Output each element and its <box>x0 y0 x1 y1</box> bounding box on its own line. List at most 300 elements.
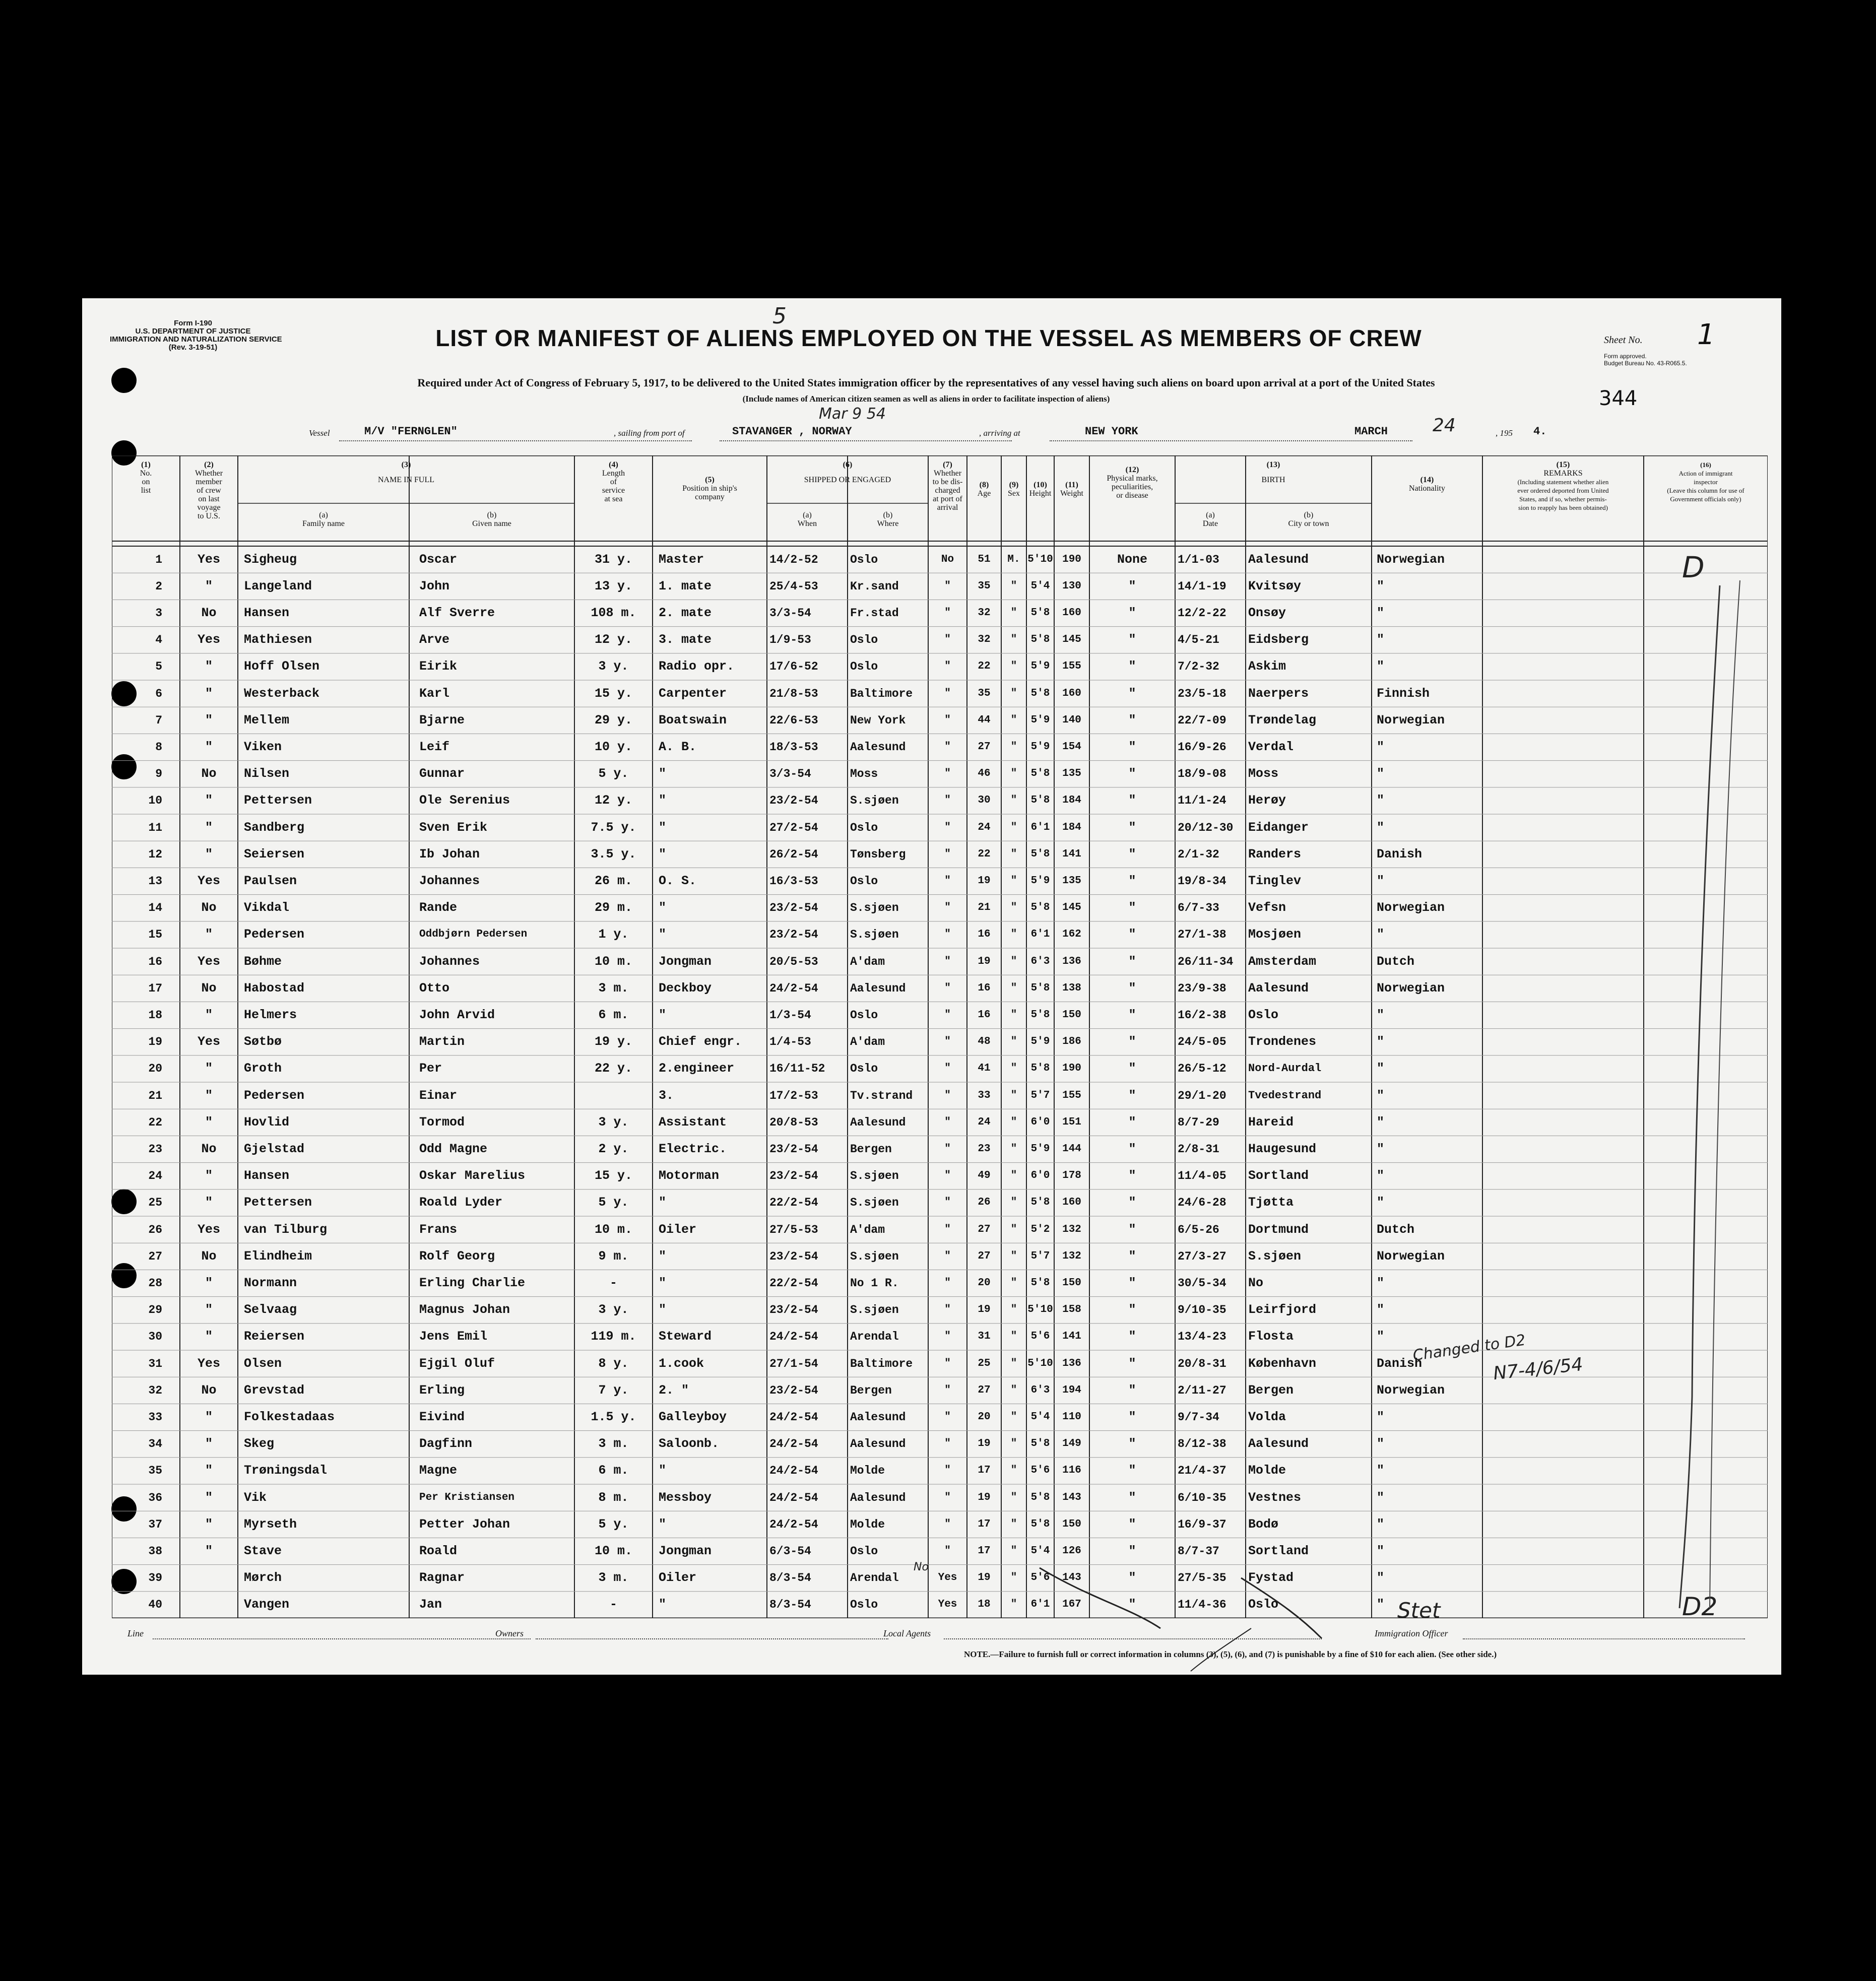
crew-member-flag: Yes <box>197 874 220 888</box>
nationality: Finnish <box>1377 686 1430 701</box>
shipped-where: S.sjøen <box>850 794 899 808</box>
given-name: Alf Sverre <box>419 606 495 620</box>
given-name: Johannes <box>419 874 480 888</box>
birth-city: Kvitsøy <box>1248 578 1302 593</box>
family-name: Langeland <box>244 578 312 593</box>
sex: " <box>1010 929 1017 941</box>
age: 33 <box>978 1089 991 1101</box>
sex: " <box>1010 768 1017 780</box>
physical-marks: " <box>1128 1008 1136 1022</box>
shipped-when: 20/5-53 <box>769 955 818 968</box>
shipped-where: Oslo <box>850 875 878 888</box>
shipped-where: Oslo <box>850 633 878 647</box>
nationality: " <box>1377 1463 1385 1478</box>
birth-date: 16/2-38 <box>1178 1009 1226 1022</box>
birth-city: Mosjøen <box>1248 927 1302 942</box>
crew-member-flag: " <box>205 1410 213 1424</box>
position: " <box>659 1463 667 1478</box>
sex: " <box>1010 982 1017 994</box>
birth-city: Herøy <box>1248 793 1286 808</box>
row-number: 7 <box>155 713 162 727</box>
given-name: Per Kristiansen <box>419 1491 515 1503</box>
height: 5'8 <box>1030 768 1050 780</box>
weight: 141 <box>1062 848 1081 860</box>
physical-marks: " <box>1128 1248 1136 1264</box>
arriving-at: NEW YORK <box>1085 425 1138 438</box>
header-col-member-line: Whether <box>195 469 223 478</box>
discharge-flag: " <box>944 902 951 914</box>
weight: 132 <box>1062 1223 1081 1235</box>
nationality: " <box>1377 874 1385 888</box>
header-col-birth-title-line: BIRTH <box>1261 476 1285 484</box>
age: 18 <box>978 1599 991 1611</box>
birth-date: 21/4-37 <box>1178 1464 1226 1478</box>
birth-date: 2/8-31 <box>1178 1143 1219 1156</box>
sex: " <box>1010 1465 1017 1477</box>
position: 2. mate <box>659 606 712 620</box>
discharge-flag: Yes <box>938 1599 957 1611</box>
age: 24 <box>978 821 991 833</box>
physical-marks: " <box>1128 1410 1136 1424</box>
nationality: " <box>1377 1034 1385 1049</box>
birth-city: Oslo <box>1248 1597 1279 1612</box>
sex: " <box>1010 1170 1017 1182</box>
length-of-service: 1.5 y. <box>591 1410 636 1424</box>
sex: " <box>1010 955 1017 967</box>
family-name: Westerback <box>244 686 320 701</box>
height: 5'6 <box>1030 1331 1050 1343</box>
row-number: 40 <box>148 1598 162 1612</box>
header-col-where-line: Where <box>877 519 899 528</box>
position: 1. mate <box>659 578 712 593</box>
physical-marks: " <box>1128 606 1136 620</box>
header-col-sex-line: (9) <box>1009 481 1019 489</box>
given-name: Ragnar <box>419 1570 465 1586</box>
crew-member-flag: " <box>205 1114 213 1130</box>
position: Electric. <box>659 1142 727 1156</box>
nationality: " <box>1377 1544 1385 1558</box>
arriving-label: , arriving at <box>979 428 1020 438</box>
age: 27 <box>978 741 991 753</box>
header-col-position-line: (5) <box>705 476 715 484</box>
row-number: 35 <box>148 1464 162 1478</box>
header-col-physical-line: Physical marks, <box>1107 474 1158 483</box>
given-name: Dagfinn <box>419 1436 473 1451</box>
discharge-flag: " <box>944 1063 951 1075</box>
row-number: 25 <box>148 1196 162 1210</box>
shipped-when: 24/2-54 <box>769 1517 818 1531</box>
weight: 136 <box>1062 1357 1081 1369</box>
age: 41 <box>978 1063 991 1075</box>
header-col-shipped-num-line: (6) <box>843 460 853 469</box>
height: 5'8 <box>1030 1518 1050 1530</box>
page-title: LIST OR MANIFEST OF ALIENS EMPLOYED ON THE VESSEL AS MEMBERS OF CREW <box>435 325 1422 351</box>
weight: 149 <box>1062 1438 1081 1450</box>
family-name: Sandberg <box>244 820 305 835</box>
weight: 186 <box>1062 1036 1081 1048</box>
sex: " <box>1010 902 1017 914</box>
header-col-name-num-line: (3) <box>401 460 411 469</box>
length-of-service: 3 m. <box>598 1436 629 1451</box>
title-handwritten-mark: 5 <box>772 303 787 329</box>
age: 17 <box>978 1545 991 1557</box>
crew-member-flag: Yes <box>197 632 220 647</box>
physical-marks: " <box>1128 1329 1136 1344</box>
physical-marks: " <box>1128 578 1136 593</box>
birth-date: 16/9-37 <box>1178 1517 1226 1531</box>
crew-member-flag: No <box>201 980 217 996</box>
shipped-when: 8/3-54 <box>769 1598 811 1612</box>
family-name: Reiersen <box>244 1329 305 1344</box>
action-mark-row40: D2 <box>1682 1592 1718 1621</box>
height: 5'8 <box>1030 902 1050 914</box>
given-name: Roald <box>419 1544 458 1558</box>
shipped-when: 25/4-53 <box>769 579 818 593</box>
birth-date: 14/1-19 <box>1178 579 1226 593</box>
weight: 158 <box>1062 1304 1081 1316</box>
header-col-weight-line: (11) <box>1065 481 1078 489</box>
height: 6'3 <box>1030 955 1050 967</box>
birth-city: Sortland <box>1248 1168 1309 1183</box>
given-name: Rolf Georg <box>419 1248 495 1264</box>
birth-date: 24/5-05 <box>1178 1035 1226 1049</box>
given-name: Bjarne <box>419 712 465 728</box>
discharge-flag: " <box>944 1143 951 1155</box>
shipped-where: S.sjøen <box>850 1169 899 1183</box>
shipped-when: 1/3-54 <box>769 1009 811 1022</box>
weight: 155 <box>1062 661 1081 673</box>
height: 5'9 <box>1030 714 1050 726</box>
position: Deckboy <box>659 980 712 996</box>
physical-marks: " <box>1128 1168 1136 1183</box>
birth-date: 30/5-34 <box>1178 1277 1226 1290</box>
nationality: " <box>1377 1142 1385 1156</box>
nationality: " <box>1377 820 1385 835</box>
discharge-flag: " <box>944 1277 951 1289</box>
header-col-given-line: (b) <box>487 511 497 519</box>
position: Saloonb. <box>659 1436 720 1451</box>
header-col-physical <box>1089 466 1175 500</box>
length-of-service: 8 m. <box>598 1490 629 1505</box>
shipped-where: Tønsberg <box>850 847 906 861</box>
row-number: 11 <box>148 821 162 834</box>
position: " <box>659 1276 667 1290</box>
length-of-service: 13 y. <box>594 578 632 593</box>
family-name: Paulsen <box>244 874 297 888</box>
crew-member-flag: " <box>205 1463 213 1478</box>
shipped-where: Moss <box>850 767 878 781</box>
row-number: 21 <box>148 1089 162 1102</box>
header-col-nationality <box>1372 476 1482 493</box>
shipped-where: Molde <box>850 1517 885 1531</box>
birth-date: 11/4-05 <box>1178 1169 1226 1183</box>
given-name: Jens Emil <box>419 1329 488 1344</box>
family-name: Hansen <box>244 606 290 620</box>
crew-member-flag: No <box>201 766 217 781</box>
age: 21 <box>978 902 991 914</box>
length-of-service: 15 y. <box>594 686 632 701</box>
sex: " <box>1010 1116 1017 1128</box>
row-number: 18 <box>148 1009 162 1022</box>
sex: " <box>1010 1304 1017 1316</box>
length-of-service: 29 y. <box>594 712 632 728</box>
discharge-flag: " <box>944 955 951 967</box>
header-col-age-line: Age <box>977 489 991 498</box>
arrival-day: 24 <box>1433 415 1456 436</box>
discharge-flag: " <box>944 1170 951 1182</box>
position: " <box>659 820 667 835</box>
birth-date: 2/1-32 <box>1178 847 1219 861</box>
nationality: " <box>1377 1276 1385 1290</box>
sex: " <box>1010 1277 1017 1289</box>
family-name: van Tilburg <box>244 1222 328 1237</box>
height: 5'8 <box>1030 1063 1050 1075</box>
given-name: Jan <box>419 1597 442 1612</box>
punch-hole <box>111 368 137 393</box>
birth-city: Aalesund <box>1248 1436 1309 1451</box>
header-col-nationality-line: Nationality <box>1409 484 1445 493</box>
given-name: Magnus Johan <box>419 1302 510 1317</box>
age: 23 <box>978 1143 991 1155</box>
header-col-length-line: service <box>602 486 625 495</box>
height: 5'8 <box>1030 1197 1050 1209</box>
physical-marks: " <box>1128 1544 1136 1558</box>
birth-date: 9/7-34 <box>1178 1411 1219 1424</box>
header-col-family-line: (a) <box>319 511 328 519</box>
family-name: Mathiesen <box>244 632 312 647</box>
family-name: Selvaag <box>244 1302 297 1317</box>
shipped-where: S.sjøen <box>850 1249 899 1263</box>
family-name: Habostad <box>244 980 305 996</box>
header-col-member-line: member <box>196 478 222 486</box>
length-of-service: 5 y. <box>598 1195 629 1210</box>
physical-marks: " <box>1128 1597 1136 1612</box>
row-number: 34 <box>148 1437 162 1451</box>
age: 31 <box>978 1331 991 1343</box>
length-of-service: 7.5 y. <box>591 820 636 835</box>
discharge-flag: " <box>944 634 951 646</box>
birth-date: 12/2-22 <box>1178 607 1226 620</box>
shipped-where: No 1 R. <box>850 1277 899 1290</box>
birth-city: Bergen <box>1248 1382 1294 1398</box>
nationality: " <box>1377 740 1385 754</box>
shipped-when: 24/2-54 <box>769 1464 818 1478</box>
position: Radio opr. <box>659 659 735 674</box>
age: 20 <box>978 1277 991 1289</box>
shipped-when: 17/2-53 <box>769 1089 818 1102</box>
row-number: 28 <box>148 1277 162 1290</box>
physical-marks: " <box>1128 1222 1136 1237</box>
family-name: Mellem <box>244 712 290 728</box>
length-of-service: 8 y. <box>598 1356 629 1371</box>
height: 5'8 <box>1030 795 1050 807</box>
shipped-where: Oslo <box>850 660 878 674</box>
age: 51 <box>978 553 991 565</box>
shipped-where: Fr.stad <box>850 607 899 620</box>
given-name: John <box>419 578 450 593</box>
row-number: 16 <box>148 955 162 968</box>
weight: 141 <box>1062 1331 1081 1343</box>
length-of-service: 19 y. <box>594 1034 632 1049</box>
weight: 178 <box>1062 1170 1081 1182</box>
row-number: 10 <box>148 794 162 808</box>
shipped-where: S.sjøen <box>850 928 899 942</box>
position: Assistant <box>659 1114 727 1130</box>
crew-member-flag: " <box>205 927 213 942</box>
given-name: Oskar Marelius <box>419 1168 526 1183</box>
birth-city: Fystad <box>1248 1570 1294 1586</box>
birth-date: 1/1-03 <box>1178 553 1219 566</box>
birth-date: 11/1-24 <box>1178 794 1226 808</box>
length-of-service: 3 y. <box>598 659 629 674</box>
birth-city: Hareid <box>1248 1114 1294 1130</box>
crew-member-flag: " <box>205 712 213 728</box>
birth-city: Vefsn <box>1248 900 1286 915</box>
header-col-physical-line: or disease <box>1116 491 1148 500</box>
length-of-service: 7 y. <box>598 1382 629 1398</box>
header-col-family-line: Family name <box>302 519 345 528</box>
row-number: 9 <box>155 767 162 781</box>
physical-marks: " <box>1128 1356 1136 1371</box>
physical-marks: " <box>1128 1276 1136 1290</box>
shipped-when: 23/2-54 <box>769 1383 818 1397</box>
sex: " <box>1010 1411 1017 1423</box>
shipped-when: 1/4-53 <box>769 1035 811 1049</box>
birth-city: Randers <box>1248 846 1302 862</box>
shipped-where: Aalesund <box>850 1491 906 1504</box>
arrival-month: MARCH <box>1354 425 1388 438</box>
birth-date: 9/10-35 <box>1178 1303 1226 1317</box>
nationality: " <box>1377 1088 1385 1103</box>
crew-member-flag: " <box>205 686 213 701</box>
physical-marks: None <box>1117 552 1147 567</box>
weight: 145 <box>1062 902 1081 914</box>
physical-marks: " <box>1128 954 1136 969</box>
given-name: Einar <box>419 1088 458 1103</box>
birth-date: 8/7-37 <box>1178 1545 1219 1558</box>
position: " <box>659 766 667 781</box>
birth-city: Flosta <box>1248 1329 1294 1344</box>
age: 22 <box>978 661 991 673</box>
height: 5'8 <box>1030 848 1050 860</box>
inspector-signature: Stet <box>1397 1598 1441 1623</box>
height: 5'8 <box>1030 1277 1050 1289</box>
crew-member-flag: " <box>205 1544 213 1558</box>
family-name: Grevstad <box>244 1382 305 1398</box>
crew-member-flag: " <box>205 740 213 754</box>
family-name: Nilsen <box>244 766 290 781</box>
position: " <box>659 793 667 808</box>
birth-date: 27/5-35 <box>1178 1571 1226 1585</box>
discharge-flag: " <box>944 1036 951 1048</box>
birth-date: 23/9-38 <box>1178 981 1226 995</box>
physical-marks: " <box>1128 900 1136 915</box>
sex: " <box>1010 1438 1017 1450</box>
nationality: " <box>1377 1436 1385 1451</box>
physical-marks: " <box>1128 1142 1136 1156</box>
length-of-service: 10 m. <box>594 1544 632 1558</box>
header-col-height <box>1026 481 1054 498</box>
weight: 132 <box>1062 1250 1081 1262</box>
position: 1.cook <box>659 1356 704 1371</box>
shipped-when: 24/2-54 <box>769 1411 818 1424</box>
birth-city: Leirfjord <box>1248 1302 1317 1317</box>
header-col-height-line: Height <box>1029 489 1052 498</box>
header-col-position-line: Position in ship's <box>682 484 737 493</box>
crew-member-flag: " <box>205 820 213 835</box>
height: 5'8 <box>1030 1009 1050 1021</box>
discharge-flag: " <box>944 1116 951 1128</box>
discharge-flag: " <box>944 1491 951 1503</box>
discharge-flag: Yes <box>938 1572 957 1584</box>
height: 5'9 <box>1030 875 1050 887</box>
height: 5'8 <box>1030 1491 1050 1503</box>
row-number: 3 <box>155 607 162 620</box>
header-col-length <box>574 460 653 503</box>
position: " <box>659 1516 667 1532</box>
physical-marks: " <box>1128 686 1136 701</box>
header-col-no <box>112 460 180 495</box>
header-col-discharge-line: arrival <box>937 503 958 512</box>
header-col-age-line: (8) <box>979 481 989 489</box>
height: 6'0 <box>1030 1116 1050 1128</box>
age: 17 <box>978 1518 991 1530</box>
position: " <box>659 1008 667 1022</box>
nationality: " <box>1377 1195 1385 1210</box>
age: 19 <box>978 875 991 887</box>
position: Oiler <box>659 1222 697 1237</box>
row-number: 29 <box>148 1303 162 1317</box>
position: Master <box>659 552 704 567</box>
height: 5'9 <box>1030 741 1050 753</box>
header-col-given-line: Given name <box>472 519 511 528</box>
shipped-when: 1/9-53 <box>769 633 811 647</box>
row-number: 14 <box>148 901 162 915</box>
shipped-where: A'dam <box>850 1035 885 1049</box>
height: 6'3 <box>1030 1384 1050 1396</box>
row-number: 24 <box>148 1169 162 1183</box>
row-number: 36 <box>148 1491 162 1504</box>
header-col-member-line: on last <box>198 495 220 503</box>
crew-member-flag: No <box>201 1382 217 1398</box>
header-col-no-line: No. <box>140 469 152 478</box>
header-col-birth-date-line: Date <box>1202 519 1218 528</box>
age: 19 <box>978 1438 991 1450</box>
nationality: " <box>1377 659 1385 674</box>
shipped-when: 22/2-54 <box>769 1196 818 1210</box>
crew-member-flag: Yes <box>197 1356 220 1371</box>
family-name: Søtbø <box>244 1034 282 1049</box>
position: " <box>659 1248 667 1264</box>
sex: " <box>1010 821 1017 833</box>
shipped-where: Oslo <box>850 553 878 566</box>
physical-marks: " <box>1128 1436 1136 1451</box>
birth-city: Moss <box>1248 766 1279 781</box>
shipped-when: 26/2-54 <box>769 847 818 861</box>
birth-city: No <box>1248 1276 1264 1290</box>
crew-member-flag: " <box>205 1329 213 1344</box>
family-name: Groth <box>244 1061 282 1076</box>
sex: " <box>1010 580 1017 592</box>
birth-date: 20/8-31 <box>1178 1357 1226 1370</box>
height: 5'10 <box>1027 1304 1053 1316</box>
birth-date: 24/6-28 <box>1178 1196 1226 1210</box>
vessel-label: Vessel <box>309 428 330 438</box>
age: 46 <box>978 768 991 780</box>
age: 16 <box>978 982 991 994</box>
sex: " <box>1010 1599 1017 1611</box>
crew-member-flag: " <box>205 793 213 808</box>
